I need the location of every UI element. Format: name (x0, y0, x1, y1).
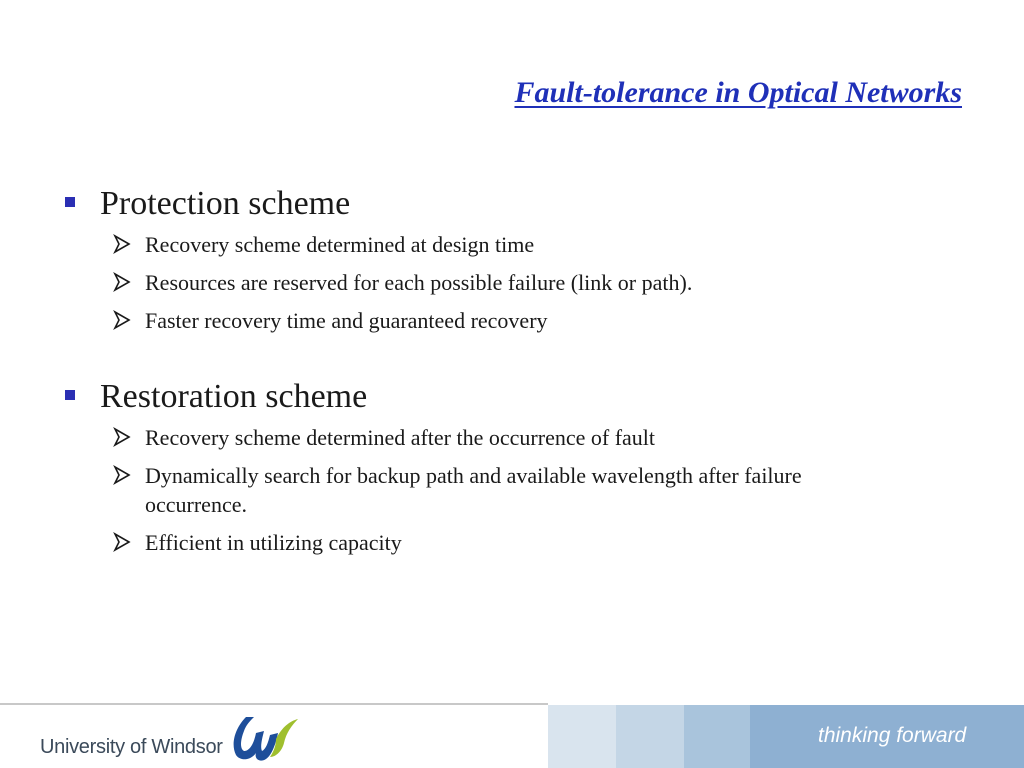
bullet-item-level2 (62, 423, 885, 452)
square-bullet-icon (65, 197, 75, 207)
bullet-item-level2 (62, 230, 885, 259)
bullet-text: Dynamically search for backup path and available wavelength after failure occurrence. (145, 463, 802, 517)
bullet-item-level1 (62, 182, 942, 226)
footer-band-2 (616, 705, 684, 768)
section-restoration (62, 375, 942, 557)
sub-bullet-list (62, 423, 942, 557)
section-heading: Restoration scheme (100, 378, 368, 415)
university-logo-icon (226, 713, 300, 765)
footer-band-3 (684, 705, 750, 768)
sub-bullet-list (62, 230, 942, 335)
section-protection (62, 182, 942, 335)
bullet-text: Resources are reserved for each possible failure (link or path). (145, 270, 693, 295)
bullet-item-level2 (62, 268, 885, 297)
bullet-text: Faster recovery time and guaranteed recovery (145, 308, 548, 333)
university-name: University of Windsor (40, 736, 223, 758)
bullet-text: Recovery scheme determined at design time (145, 232, 535, 257)
bullet-item-level2 (62, 461, 885, 519)
bullet-item-level2 (62, 306, 885, 335)
arrow-bullet-icon (112, 532, 132, 552)
footer-logo-area (0, 705, 548, 768)
arrow-bullet-icon (112, 272, 132, 292)
arrow-bullet-icon (112, 465, 132, 485)
bullet-text: Efficient in utilizing capacity (145, 530, 402, 555)
section-heading: Protection scheme (100, 185, 351, 222)
slide-content (62, 182, 942, 583)
arrow-bullet-icon (112, 427, 132, 447)
arrow-bullet-icon (112, 310, 132, 330)
footer-tagline: thinking forward (818, 724, 967, 747)
slide-title: Fault-tolerance in Optical Networks (514, 76, 962, 109)
bullet-item-level1 (62, 375, 942, 419)
bullet-text: Recovery scheme determined after the occurrence of fault (145, 425, 656, 450)
footer-band-1 (548, 705, 616, 768)
arrow-bullet-icon (112, 234, 132, 254)
square-bullet-icon (65, 390, 75, 400)
bullet-item-level2 (62, 528, 885, 557)
